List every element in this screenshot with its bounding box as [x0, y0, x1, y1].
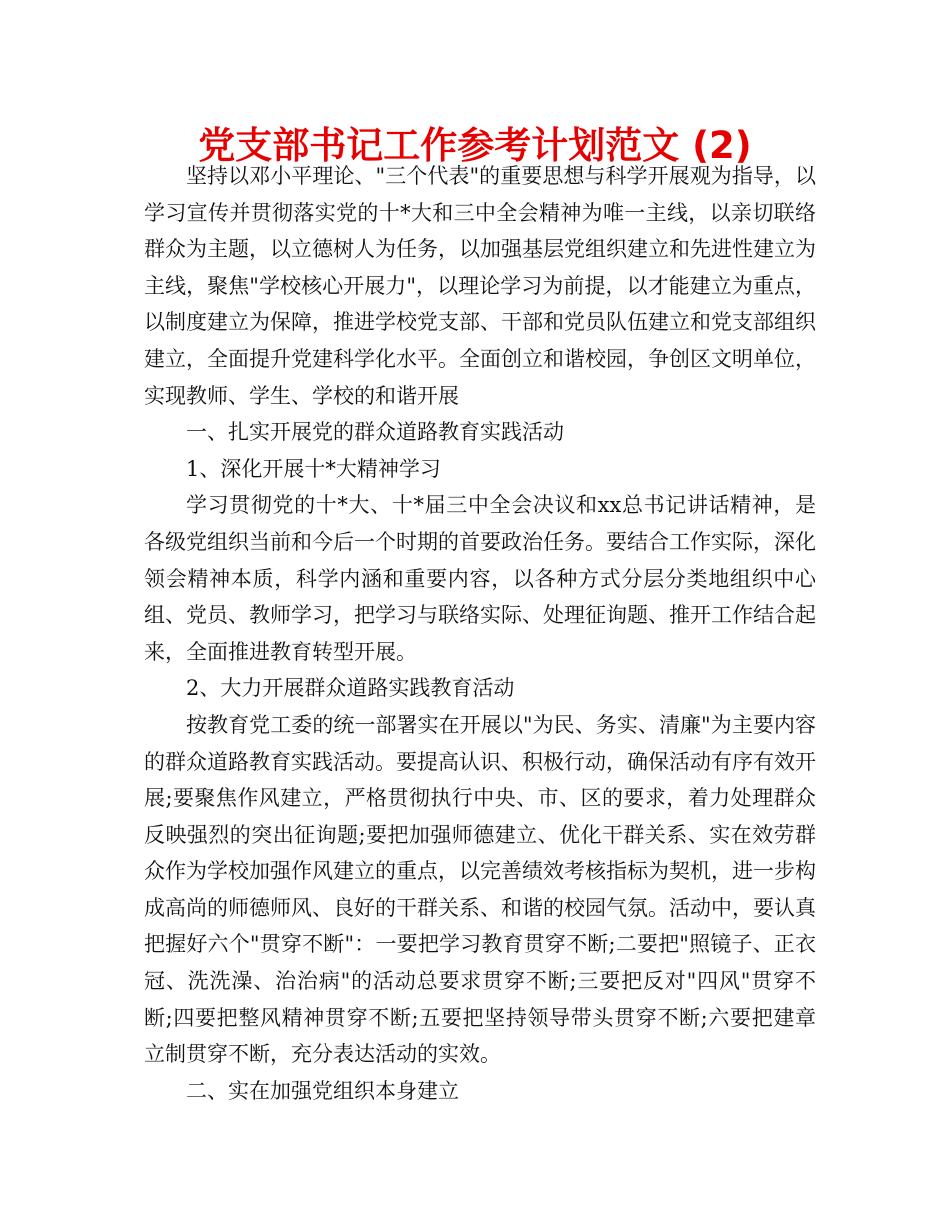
paragraph-study: 学习贯彻党的十*大、十*届三中全会决议和xx总书记讲话精神，是各级党组织当前和今后一个时期的首要政治任务。要结合工作实际，深化领会精神本质，科学内涵和重要内容，以各种方式分层分类地组织中心组、党员、教师学习，把学习与联络实际、处理征询题、推开工作结合起来，全面推进教育转型开展。	[144, 493, 816, 664]
paragraph-practice: 按教育党工委的统一部署实在开展以"为民、务实、清廉"为主要内容的群众道路教育实践活动。要提高认识、积极行动，确保活动有序有效开展;要聚焦作风建立，严格贯彻执行中央、市、区的要求，着力处理群众反映强烈的突出征询题;要把加强师德建立、优化干群关系、实在效劳群众作为学校加强作风建立的重点，以完善绩效考核指标为契机，进一步构成高尚的师德师风、良好的干群关系、和谐的校园气氛。活动中，要认真把握好六个"贯穿不断"：一要把学习教育贯穿不断;二要把"照镜子、正衣冠、洗洗澡、治治病"的活动总要求贯穿不断;三要把反对"四风"贯穿不断;四要把整风精神贯穿不断;五要把坚持领导带头贯穿不断;六要把建章立制贯穿不断，充分表达活动的实效。	[144, 712, 816, 1067]
section-heading-1: 一、扎实开展党的群众道路教育实践活动	[186, 420, 564, 445]
document-body	[144, 158, 816, 1109]
section-heading-2: 二、实在加强党组织本身建立	[186, 1078, 459, 1103]
document-title: 党支部书记工作参考计划范文 (2)	[198, 124, 752, 167]
paragraph-intro: 坚持以邓小平理论、"三个代表"的重要思想与科学开展观为指导，以学习宣传并贯彻落实党的十*大和三中全会精神为唯一主线，以亲切联络群众为主题，以立德树人为任务，以加强基层党组织建立和先进性建立为主线，聚焦"学校核心开展力"，以理论学习为前提，以才能建立为重点，以制度建立为保障，推进学校党支部、干部和党员队伍建立和党支部组织建立，全面提升党建科学化水平。全面创立和谐校园，争创区文明单位，实现教师、学生、学校的和谐开展	[144, 164, 816, 408]
subsection-heading-1-2: 2、大力开展群众道路实践教育活动	[186, 676, 515, 701]
subsection-heading-1-1: 1、深化开展十*大精神学习	[186, 456, 441, 481]
